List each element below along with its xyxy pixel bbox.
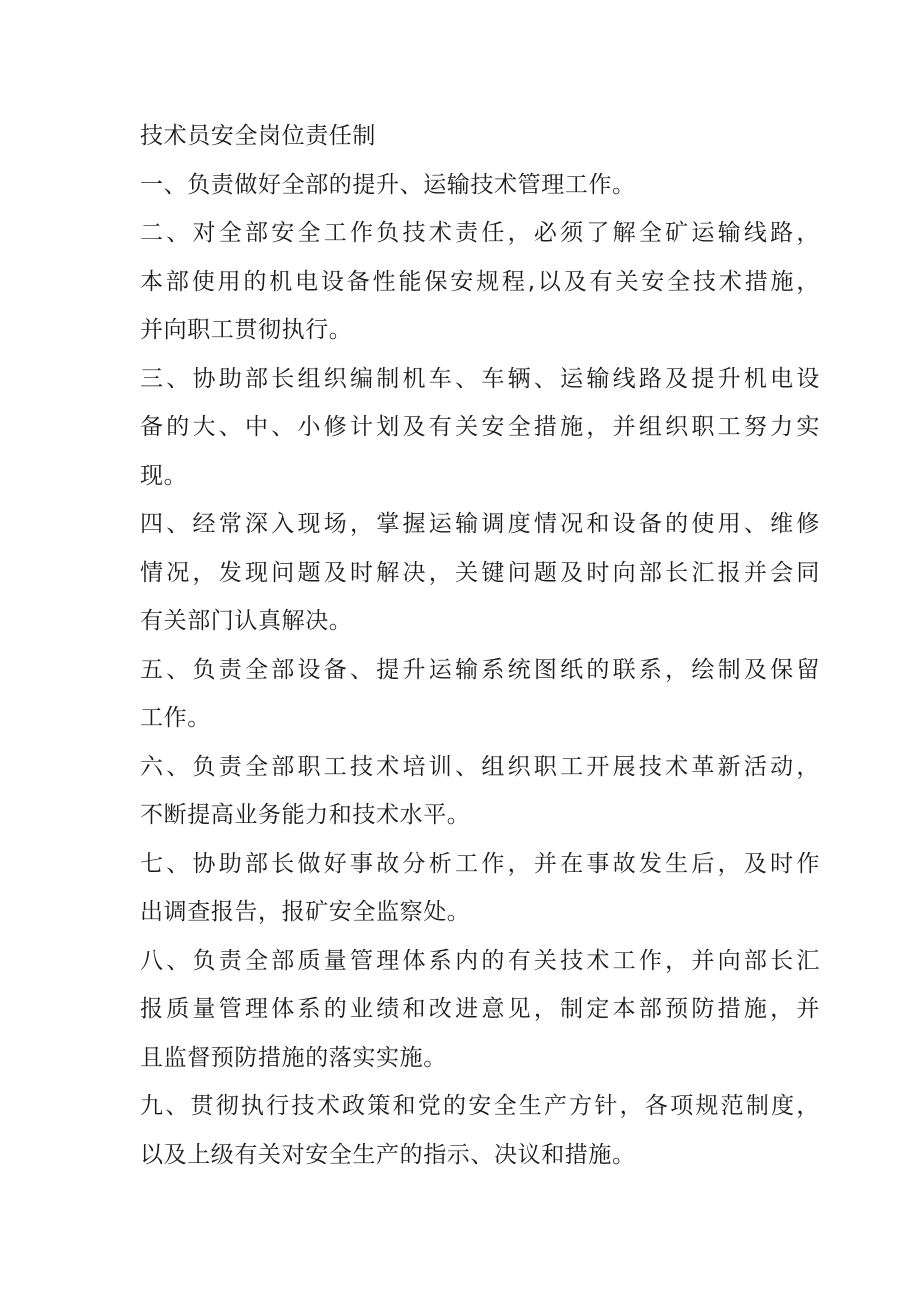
text-line: 且监督预防措施的落实实施。 (140, 1044, 447, 1071)
text-line: 备的大、中、小修计划及有关安全措施，并组织职工努力实 (140, 414, 820, 440)
text-line: 二、对全部安全工作负技术责任，必须了解全矿运输线路， (140, 220, 820, 246)
text-line: 八、负责全部质量管理体系内的有关技术工作，并向部长汇 (140, 947, 820, 974)
document-body (140, 161, 820, 1180)
text-line: 出调查报告，报矿安全监察处。 (140, 899, 471, 925)
text-line: 一、负责做好全部的提升、运输技术管理工作。 (140, 171, 636, 198)
text-line: 六、负责全部职工技术培训、组织职工开展技术革新活动， (140, 753, 820, 780)
text-line: 四、经常深入现场，掌握运输调度情况和设备的使用、维修 (140, 511, 820, 537)
text-line: 现。 (140, 462, 188, 489)
text-line: 工作。 (140, 705, 211, 731)
document-title: 技术员安全岗位责任制 (140, 123, 376, 149)
text-line: 本部使用的机电设备性能保安规程,以及有关安全技术措施， (140, 268, 820, 295)
text-line: 九、贯彻执行技术政策和党的安全生产方针，各项规范制度， (140, 1093, 820, 1119)
document-page (140, 112, 820, 1179)
text-line: 不断提高业务能力和技术水平。 (140, 802, 471, 828)
text-line: 以及上级有关对安全生产的指示、决议和措施。 (140, 1141, 636, 1168)
text-line: 三、协助部长组织编制机车、车辆、运输线路及提升机电设 (140, 365, 820, 392)
text-line: 并向职工贯彻执行。 (140, 317, 353, 343)
text-line: 七、协助部长做好事故分析工作，并在事故发生后，及时作 (140, 850, 820, 877)
text-line: 五、负责全部设备、提升运输系统图纸的联系，绘制及保留 (140, 656, 820, 683)
text-line: 有关部门认真解决。 (140, 608, 353, 634)
text-line: 情况，发现问题及时解决，关键问题及时向部长汇报并会同 (140, 559, 820, 586)
text-line: 报质量管理体系的业绩和改进意见，制定本部预防措施，并 (140, 996, 820, 1022)
